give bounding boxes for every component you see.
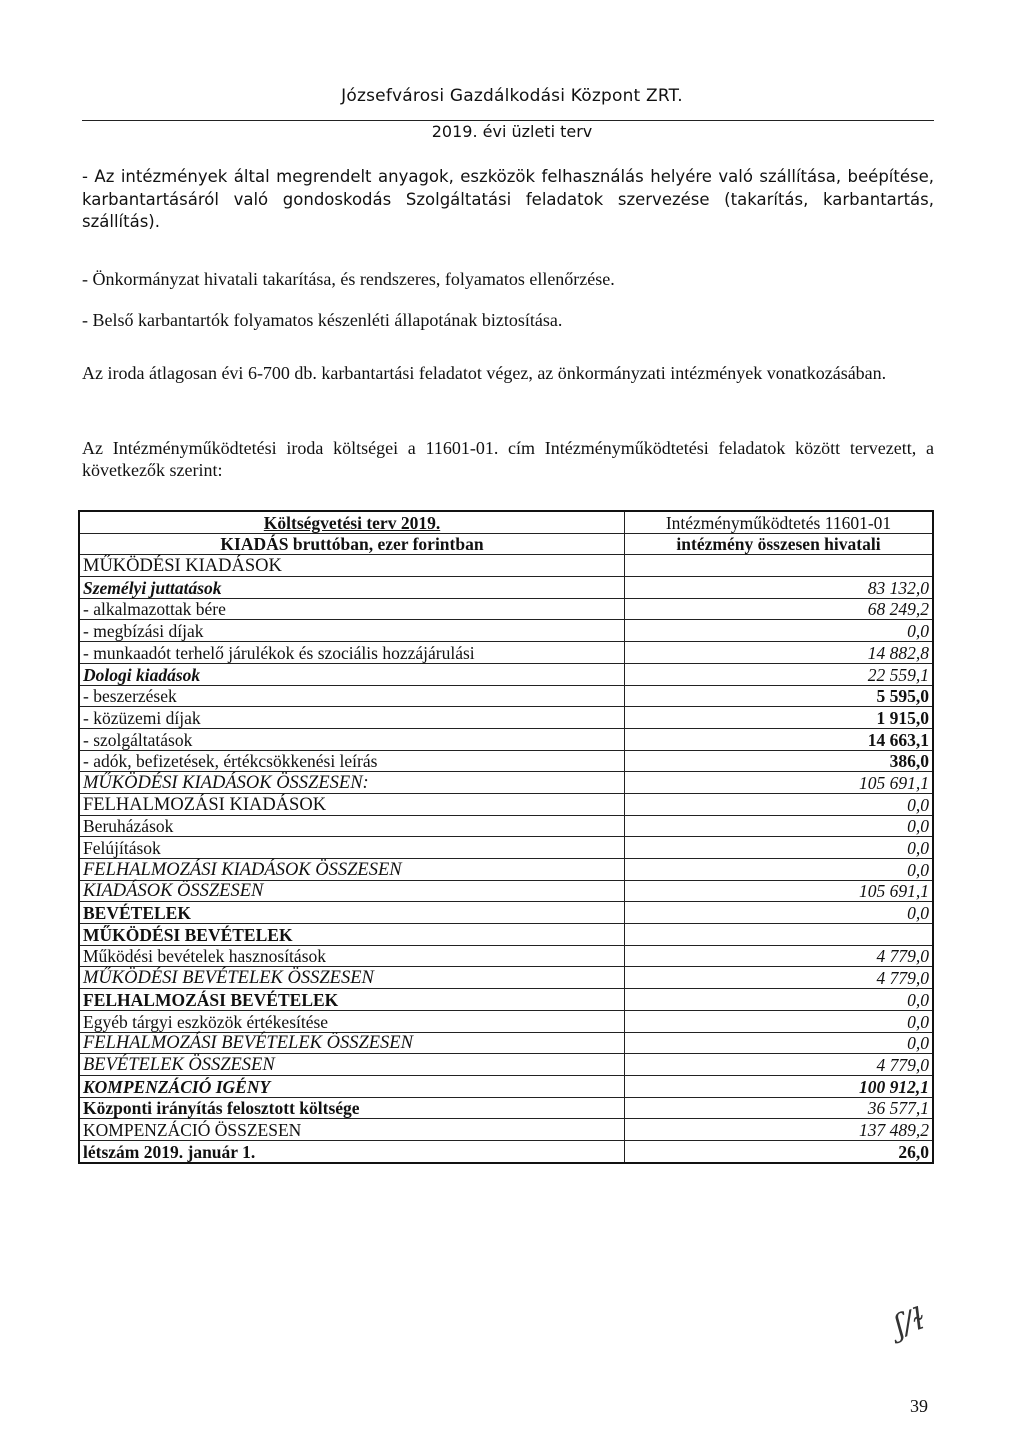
row-label: BEVÉTELEK ÖSSZESEN: [79, 1054, 625, 1076]
table-row: [79, 555, 933, 577]
paragraph-maintenance: - Belső karbantartók folyamatos készenléti állapotának biztosítása.: [82, 310, 563, 330]
row-label: KOMPENZÁCIÓ ÖSSZESEN: [79, 1119, 625, 1141]
row-value: 386,0: [625, 750, 933, 772]
row-value: [625, 555, 933, 577]
budget-table: [78, 510, 934, 1164]
row-value: 0,0: [625, 815, 933, 837]
table-header-column: intézmény összesen hivatali: [625, 533, 933, 555]
row-value: 1 915,0: [625, 707, 933, 729]
table-row: [79, 642, 933, 664]
row-value: 0,0: [625, 1010, 933, 1032]
paragraph-tasks: - Az intézmények által megrendelt anyagok, eszközök felhasználás helyére való szállítása, beépítése, karbantartásáról való gondoskodás Szolgáltatási feladatok szervezése (takarítás, karbantartás, szállítás).: [82, 167, 934, 231]
row-value: 83 132,0: [625, 577, 933, 599]
row-value: 0,0: [625, 793, 933, 815]
row-label: MŰKÖDÉSI KIADÁSOK ÖSSZESEN:: [79, 772, 625, 794]
table-row: [79, 815, 933, 837]
row-value: 0,0: [625, 1032, 933, 1054]
table-row: [79, 577, 933, 599]
row-value: 105 691,1: [625, 880, 933, 902]
table-row: [79, 1054, 933, 1076]
row-label: KOMPENZÁCIÓ IGÉNY: [79, 1075, 625, 1097]
row-label: - megbízási díjak: [79, 620, 625, 642]
table-row: [79, 945, 933, 967]
table-row: [79, 620, 933, 642]
row-label: FELHALMOZÁSI BEVÉTELEK: [79, 989, 625, 1011]
row-value: 5 595,0: [625, 685, 933, 707]
row-value: 4 779,0: [625, 1054, 933, 1076]
table-row: [79, 728, 933, 750]
table-row: [79, 837, 933, 859]
row-value: 68 249,2: [625, 598, 933, 620]
row-value: 0,0: [625, 859, 933, 881]
row-label: Felújítások: [79, 837, 625, 859]
row-value: 36 577,1: [625, 1097, 933, 1119]
document-subtitle: 2019. évi üzleti terv: [431, 122, 593, 141]
row-label: - közüzemi díjak: [79, 707, 625, 729]
row-label: - szolgáltatások: [79, 728, 625, 750]
table-header-expense: KIADÁS bruttóban, ezer forintban: [79, 533, 625, 555]
table-row: [79, 1032, 933, 1054]
table-header-title: Költségvetési terv 2019.: [79, 511, 625, 533]
row-label: - alkalmazottak bére: [79, 598, 625, 620]
header-divider: [82, 120, 934, 121]
row-label: BEVÉTELEK: [79, 902, 625, 924]
paragraph-cleaning: - Önkormányzat hivatali takarítása, és rendszeres, folyamatos ellenőrzése.: [82, 269, 615, 289]
row-label: - beszerzések: [79, 685, 625, 707]
row-value: 22 559,1: [625, 663, 933, 685]
row-value: 26,0: [625, 1140, 933, 1162]
table-header-unit: Intézményműködtetés 11601-01: [625, 511, 933, 533]
row-label: - munkaadót terhelő járulékok és szociális hozzájárulási: [79, 642, 625, 664]
table-row: [79, 663, 933, 685]
row-value: 0,0: [625, 902, 933, 924]
table-row: [79, 707, 933, 729]
row-label: létszám 2019. január 1.: [79, 1140, 625, 1162]
table-row: [79, 1140, 933, 1162]
handwritten-signature: ʃ/ɫ: [890, 1301, 930, 1344]
row-label: - adók, befizetések, értékcsökkenési leírás: [79, 750, 625, 772]
row-label: FELHALMOZÁSI KIADÁSOK: [79, 793, 625, 815]
table-row: [79, 1075, 933, 1097]
table-row: [79, 598, 933, 620]
row-label: FELHALMOZÁSI BEVÉTELEK ÖSSZESEN: [79, 1032, 625, 1054]
row-label: MŰKÖDÉSI KIADÁSOK: [79, 555, 625, 577]
row-label: Egyéb tárgyi eszközök értékesítése: [79, 1010, 625, 1032]
page-number: 39: [910, 1396, 928, 1416]
row-value: 0,0: [625, 989, 933, 1011]
table-row: [79, 989, 933, 1011]
company-name: Józsefvárosi Gazdálkodási Központ ZRT.: [341, 86, 683, 106]
table-row: [79, 772, 933, 794]
row-label: Személyi juttatások: [79, 577, 625, 599]
row-label: FELHALMOZÁSI KIADÁSOK ÖSSZESEN: [79, 859, 625, 881]
row-label: Beruházások: [79, 815, 625, 837]
row-label: MŰKÖDÉSI BEVÉTELEK: [79, 924, 625, 946]
row-value: 100 912,1: [625, 1075, 933, 1097]
row-label: KIADÁSOK ÖSSZESEN: [79, 880, 625, 902]
table-row: [79, 1097, 933, 1119]
table-row: [79, 880, 933, 902]
row-label: Működési bevételek hasznosítások: [79, 945, 625, 967]
row-value: 105 691,1: [625, 772, 933, 794]
row-label: Központi irányítás felosztott költsége: [79, 1097, 625, 1119]
table-row: [79, 924, 933, 946]
table-row: [79, 859, 933, 881]
paragraph-volume: Az iroda átlagosan évi 6-700 db. karbantartási feladatot végez, az önkormányzati intézmények vonatkozásában.: [82, 363, 887, 383]
row-value: 14 663,1: [625, 728, 933, 750]
table-row: [79, 1119, 933, 1141]
row-value: 4 779,0: [625, 967, 933, 989]
table-row: [79, 902, 933, 924]
table-row: [79, 1010, 933, 1032]
paragraph-costs-intro: Az Intézményműködtetési iroda költségei a 11601-01. cím Intézményműködtetési feladatok között tervezett, a következők szerint:: [82, 438, 934, 480]
table-row: [79, 967, 933, 989]
row-value: 0,0: [625, 620, 933, 642]
row-value: 4 779,0: [625, 945, 933, 967]
row-value: 137 489,2: [625, 1119, 933, 1141]
row-value: 14 882,8: [625, 642, 933, 664]
row-label: MŰKÖDÉSI BEVÉTELEK ÖSSZESEN: [79, 967, 625, 989]
table-row: [79, 793, 933, 815]
table-row: [79, 750, 933, 772]
row-value: [625, 924, 933, 946]
row-label: Dologi kiadások: [79, 663, 625, 685]
table-row: [79, 685, 933, 707]
row-value: 0,0: [625, 837, 933, 859]
